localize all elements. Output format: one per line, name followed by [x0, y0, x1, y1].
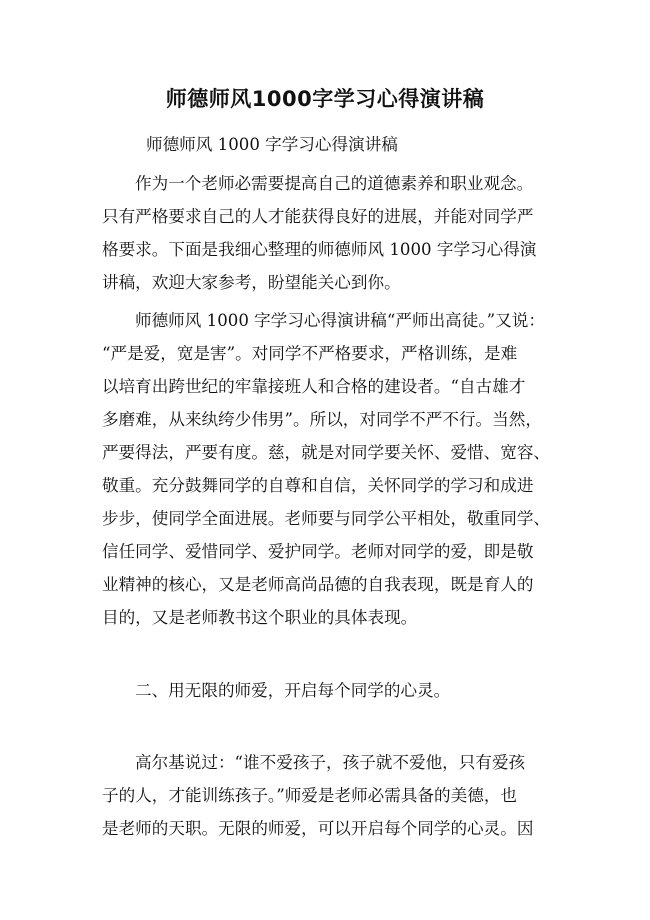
subtitle-line: 师德师风 1000 字学习心得演讲稿 — [146, 135, 398, 154]
paragraph-line: “严是爱，宽是害”。对同学不严格要求，严格训练，是难 — [102, 344, 518, 363]
paragraph-line: 师德师风 1000 字学习心得演讲稿“严师出高徒。”又说： — [135, 311, 545, 330]
paragraph-line: 目的，又是老师教书这个职业的具体表现。 — [102, 608, 418, 627]
paragraph-line: 步步，使同学全面进展。老师要与同学公平相处，敬重同学、 — [102, 509, 551, 528]
paragraph-line: 只有严格要求自己的人才能获得良好的进展，并能对同学严 — [102, 207, 534, 226]
paragraph-line: 子的人，才能训练孩子。”师爱是老师必需具备的美德，也 — [102, 786, 518, 805]
paragraph-line: 信任同学、爱惜同学、爱护同学。老师对同学的爱，即是敬 — [102, 542, 534, 561]
paragraph-line: 高尔基说过：“谁不爱孩子，孩子就不爱他，只有爱孩 — [135, 753, 526, 772]
paragraph-line: 讲稿，欢迎大家参考，盼望能关心到你。 — [102, 273, 401, 292]
paragraph-line: 作为一个老师必需要提高自己的道德素养和职业观念。 — [135, 174, 534, 193]
document-title: 师德师风1000字学习心得演讲稿 — [165, 87, 485, 111]
paragraph-line: 业精神的核心，又是老师高尚品德的自我表现，既是育人的 — [102, 575, 534, 594]
paragraph-line: 格要求。下面是我细心整理的师德师风 1000 字学习心得演 — [102, 240, 537, 259]
paragraph-line: 敬重。充分鼓舞同学的自尊和自信，关怀同学的学习和成进 — [102, 476, 534, 495]
paragraph-line: 严要得法，严要有度。慈，就是对同学要关怀、爱惜、宽容、 — [102, 443, 551, 462]
paragraph-line: 是老师的天职。无限的师爱，可以开启每个同学的心灵。因 — [102, 819, 534, 838]
section-heading: 二、用无限的师爱，开启每个同学的心灵。 — [135, 681, 451, 700]
paragraph-line: 多磨难，从来纨绔少伟男”。所以，对同学不严不行。当然， — [102, 410, 542, 429]
paragraph-line: 以培育出跨世纪的牢靠接班人和合格的建设者。“自古雄才 — [102, 377, 526, 396]
